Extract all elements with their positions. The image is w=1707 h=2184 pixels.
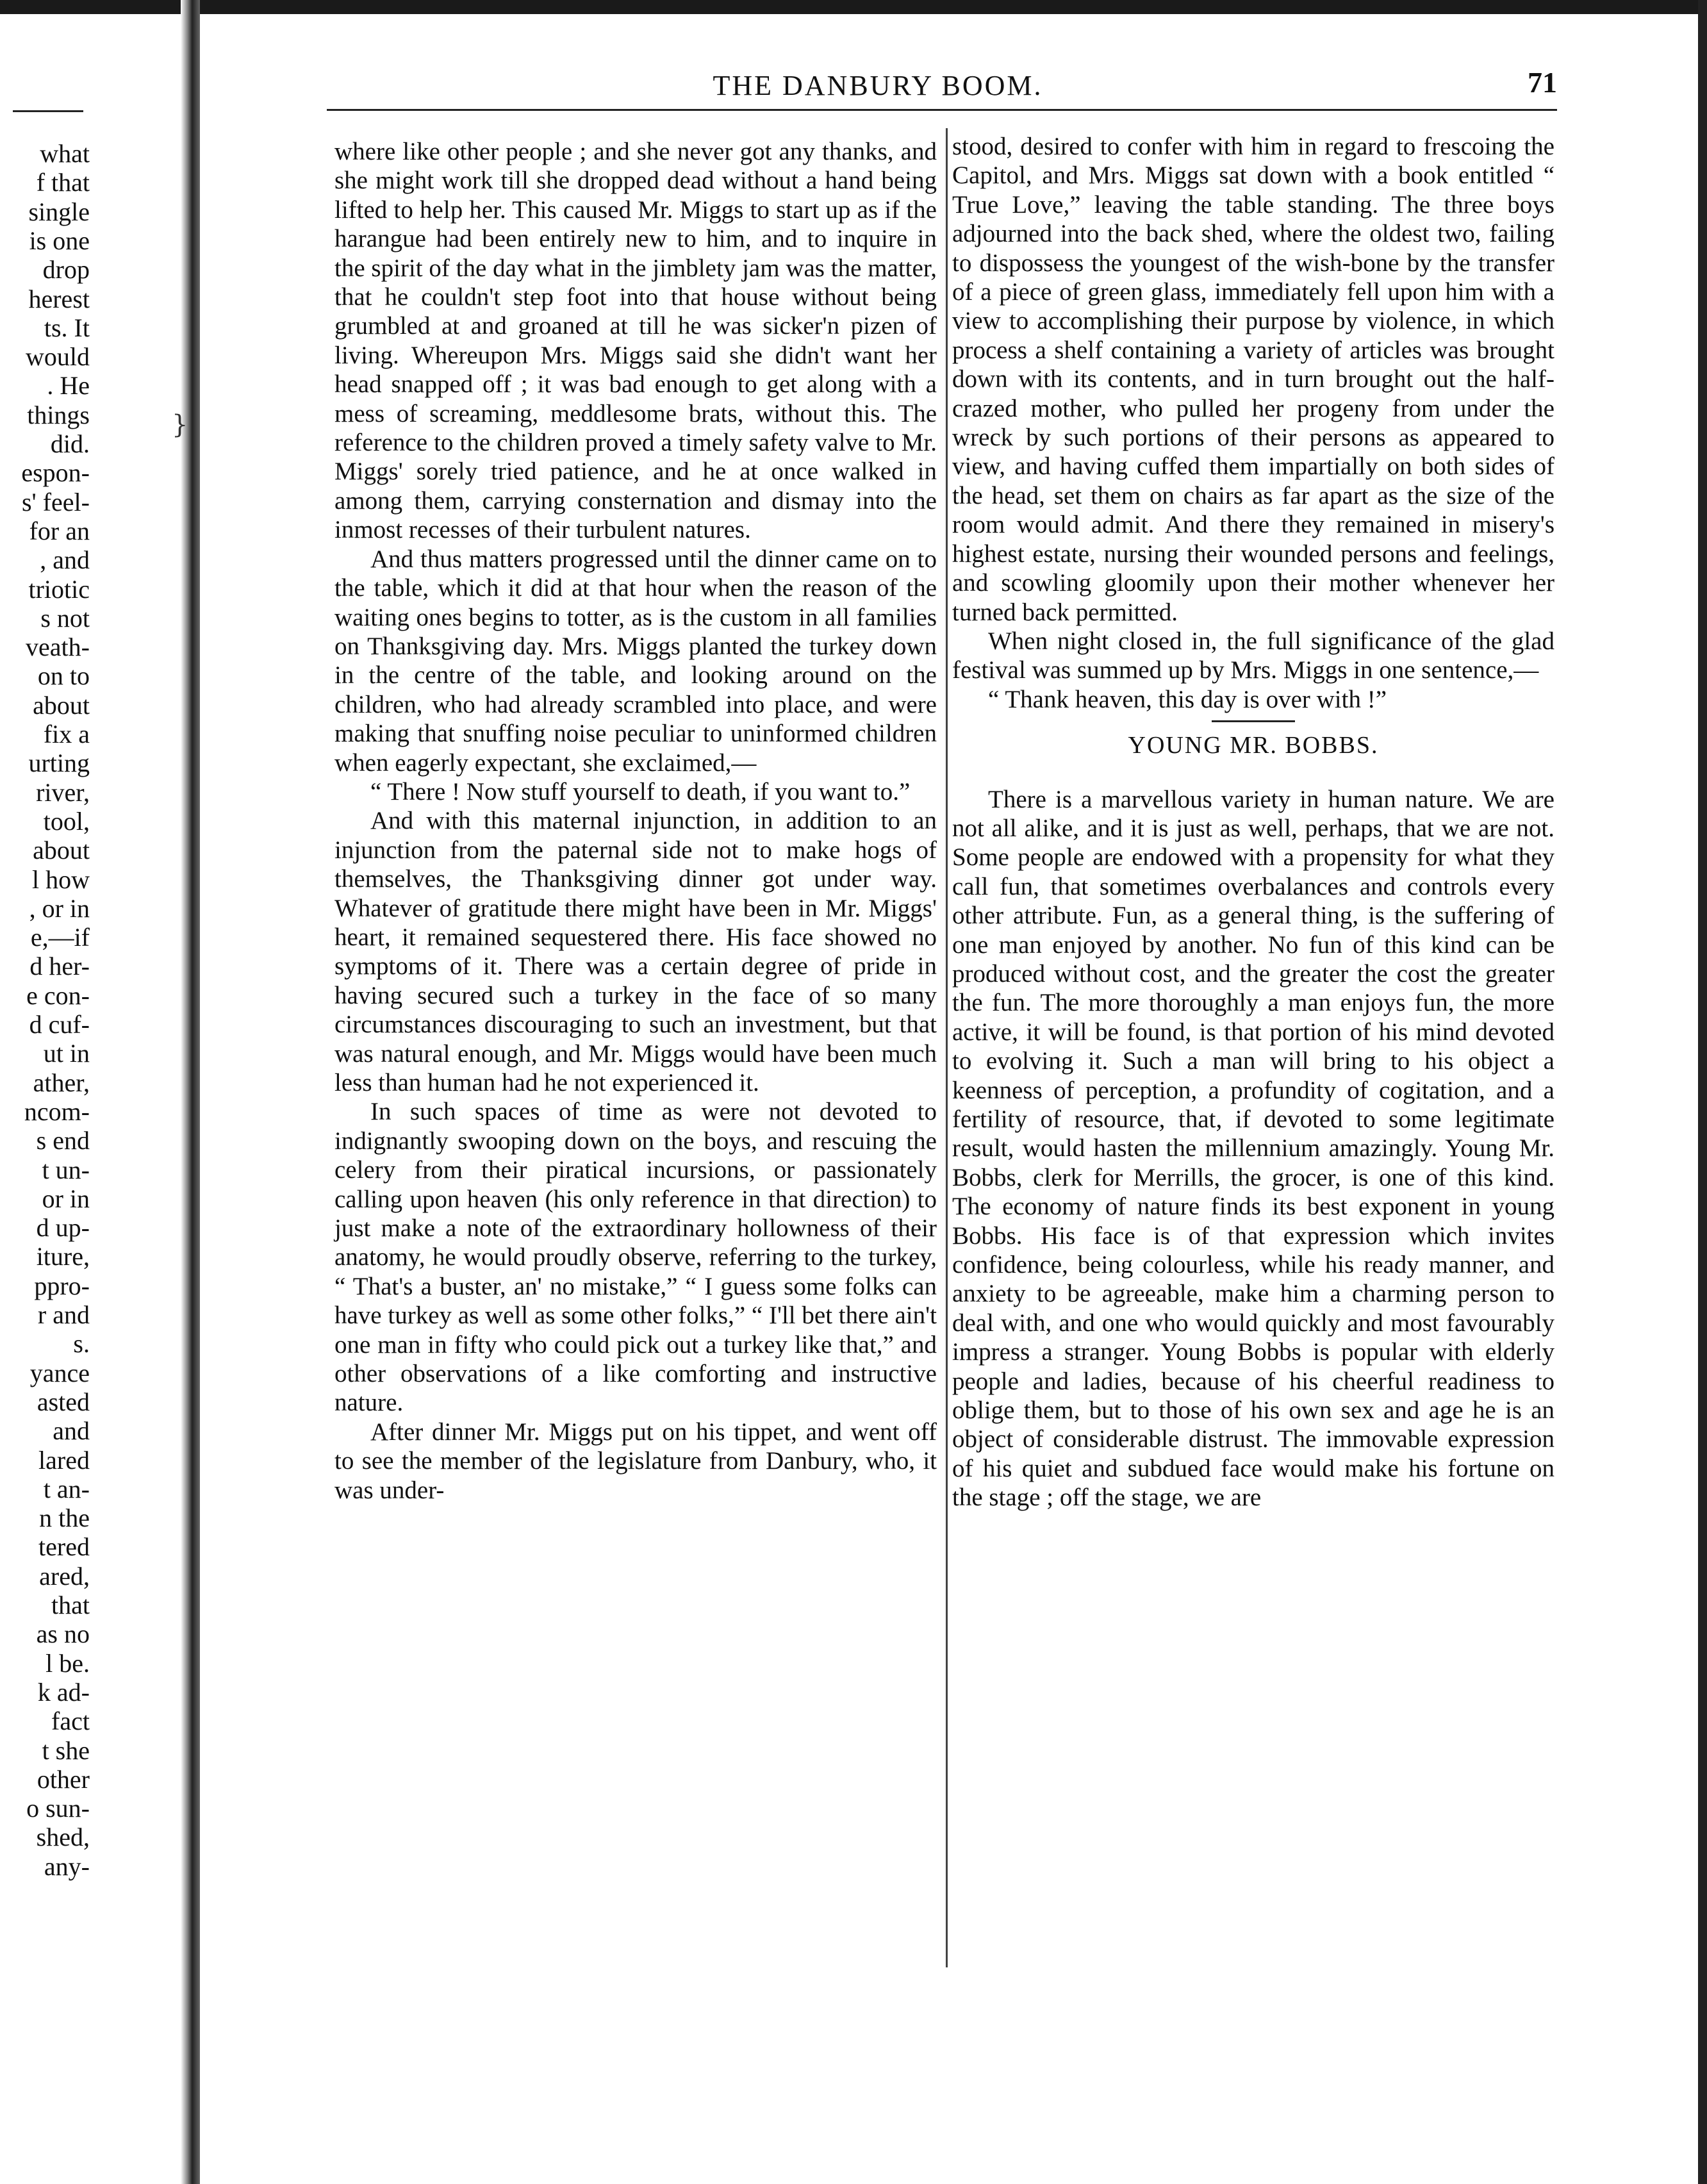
paragraph: stood, desired to confer with him in regard to frescoing the Capitol, and Mrs. Miggs sat down with a book entitled “ True Love,” leaving the table standing. The three boys adjourned into the back shed, where the oldest two, failing to dispossess the youngest of the wish-bone by the transfer of a piece of green glass, immediately fell upon him with a view to accomplishing their purpose by violence, in which process a shelf containing a variety of articles was brought down with its contents, and in turn brought out the half-crazed mother, who pulled her progeny from under the wreck by such portions of their persons as appeared to view, and having cuffed them impartially on both sides of the head, set them on chairs as far apart as the size of the room would admit. And there they remained in misery's highest estate, nursing their wounded persons and feelings, and scowling gloomily upon their mother whenever her turned back permitted. [952,133,1554,626]
fragment-line: other [37,1764,90,1794]
fragment-line: about [33,836,90,865]
fragment-line: s. [73,1329,90,1359]
fragment-line: s' feel- [21,487,90,517]
fragment-line: s end [36,1126,90,1155]
fragment-line: veath- [26,633,90,662]
fragment-line: river, [36,777,90,807]
paragraph: When night closed in, the full significance of the glad festival was summed up by Mrs. Miggs in one sentence,— [952,627,1554,684]
fragment-line: d cuf- [29,1010,90,1039]
fragment-line: t she [42,1735,90,1765]
fragment-line: and [53,1416,90,1446]
page-top-edge [0,0,1707,14]
fragment-line: did. [50,429,90,458]
page-header [211,66,1557,108]
fragment-line: ppro- [34,1271,90,1300]
paragraph: There is a marvellous variety in human nature. We are not all alike, and it is just as well, perhaps, that we are not. Some people are endowed with a propensity for what they call fun, that sometimes overbalances and controls every other attribute. Fun, as a general thing, is the suffering of one man enjoyed by another. No fun of this kind can be produced without cost, and the greater the cost the greater the fun. The more thoroughly a man enjoys fun, the more active, it will be found, is that portion of his mind devoted to evolving it. Such a man will bring to his object a keenness of perception, a profundity of cogitation, and a fertility of resource, that, if devoted to some legitimate result, would hasten the millennium amazingly. Young Mr. Bobbs, clerk for Merrills, the grocer, is one of this kind. The economy of nature finds its best exponent in young Bobbs. His face is of that expression which invites confidence, being colourless, while his ready manner, and anxiety to be agreeable, make him a charming person to deal with, and one who would quickly and most favourably impress a stranger. Young Bobbs is popular with elderly people and ladies, because of his cheerful readiness to oblige them, but to those of his own sex and age he is an object of considerable distrust. The immovable expression of his quiet and subdued face would make his fortune on the stage ; off the stage, we are [952,785,1554,1512]
fragment-line: urting [28,749,90,778]
running-title: THE DANBURY BOOM. [713,70,1043,101]
fragment-line: l be. [45,1648,90,1678]
fragment-line: triotic [28,574,90,604]
paragraph: “ There ! Now stuff yourself to death, if you want to.” [370,777,911,806]
header-rule [327,109,1557,111]
fragment-line: on to [37,661,90,691]
fragment-line: ts. It [44,313,90,342]
column-divider [946,128,948,1967]
fragment-line: or in [42,1184,90,1213]
fragment-line: d her- [29,952,90,981]
fragment-line: ut in [43,1039,90,1068]
fragment-line: what [40,139,90,168]
fragment-line: ather, [33,1068,90,1097]
column-right [952,132,1554,1512]
fragment-line: tool, [43,806,90,836]
fragment-line: about [33,690,90,720]
fragment-line: would [26,342,90,372]
fragment-line: f that [36,168,90,197]
fragment-line: single [28,197,90,226]
fragment-line: e,—if [30,923,90,952]
page-number: 71 [1528,66,1557,99]
fragment-line: yance [29,1358,90,1387]
fragment-line: tered [38,1532,90,1562]
fragment-line: s not [40,603,90,633]
page-right-edge [1698,0,1707,2184]
paragraph: And with this maternal injunction, in addition to an injunction from the paternal side not to make hogs of themselves, the Thanksgiving dinner got under way. Whatever of gratitude there might have been in Mr. Miggs' heart, it remained sequestered there. His face showed no symptoms of it. There was a certain degree of pride in having secured such a turkey in the face of so many circumstances discouraging to such an investment, but that was natural enough, and Mr. Miggs would have been much less than human had he not experienced it. [334,807,937,1096]
section-rule [1212,720,1295,722]
fragment-line: herest [28,284,90,313]
fragment-line: is one [29,226,90,255]
fragment-line: t an- [43,1474,90,1503]
fragment-line: , and [40,545,90,575]
fragment-line: o sun- [26,1794,90,1823]
fragment-line: as no [36,1619,90,1649]
fragment-line: r and [37,1300,90,1329]
fragment-line: drop [42,255,90,285]
fragment-line: iture, [36,1242,90,1271]
fragment-line: l how [32,864,90,894]
fragment-line: , or in [29,893,90,923]
fragment-line: n the [39,1503,90,1533]
book-gutter-shadow [181,0,200,2184]
fragment-line: fact [51,1707,90,1736]
section-title: YOUNG MR. BOBBS. [1128,732,1379,759]
paragraph: “ Thank heaven, this day is over with !” [988,685,1387,713]
paragraph: where like other people ; and she never got any thanks, and she might work till she dropped dead without a hand being lifted to help her. This caused Mr. Miggs to start up as if the harangue had been entirely new to him, and to inquire in the spirit of the day what in the jimblety jam was the matter, that he couldn't step foot into that house without being grumbled at and groaned at till he was sicker'n pizen of living. Whereupon Mrs. Miggs said she didn't want her head snapped off ; it was bad enough to get along with a mess of screaming, meddlesome brats, without this. The reference to the children proved a timely safety valve to Mr. Miggs' sorely tried patience, and he at once walked in among them, carrying consternation and dismay into the inmost recesses of their turbulent natures. [334,138,937,544]
fragment-line: ncom- [24,1096,90,1126]
left-page-rule [13,110,83,112]
fragment-line: e con- [26,980,90,1010]
margin-mark: } [172,410,188,440]
fragment-line: t un- [42,1155,90,1184]
fragment-line: asted [37,1387,90,1416]
paragraph: In such spaces of time as were not devoted to indignantly swooping down on the boys, and rescuing the celery from their piratical incursions, or passionately calling upon heaven (his only reference in that direction) to just make a note of the extraordinary hollowness of their anatomy, he would proudly observe, referring to the turkey, “ That's a buster, an' no mistake,” “ I guess some folks can have turkey as well as some other folks,” “ I'll bet there ain't one man in fifty who could pick out a turkey like that,” and other observations of a like comforting and instructive nature. [334,1098,937,1417]
fragment-line: that [51,1591,90,1619]
fragment-line: espon- [21,458,90,488]
fragment-line: any- [44,1851,90,1881]
fragment-line: d up- [36,1213,90,1243]
fragment-line: ared, [39,1561,90,1591]
column-left [334,137,937,1505]
fragment-line: . He [47,371,90,401]
fragment-line: k ad- [37,1677,90,1707]
fragment-line: for an [29,516,90,545]
paragraph: And thus matters progressed until the dinner came on to the table, which it did at that hour when the reason of the waiting ones begins to totter, as is the custom in all families on Thanksgiving day. Mrs. Miggs planted the turkey down in the centre of the table, and looking around on the children, who had already scrambled into place, and were making that snuffing noise peculiar to uninformed children when eagerly expectant, she exclaimed,— [334,545,937,777]
fragment-line: fix a [43,720,90,749]
paragraph: After dinner Mr. Miggs put on his tippet, and went off to see the member of the legislature from Danbury, who, it was under- [334,1418,937,1504]
fragment-line: shed, [36,1823,90,1852]
fragment-line: things [27,400,90,429]
fragment-line: lared [38,1445,90,1475]
